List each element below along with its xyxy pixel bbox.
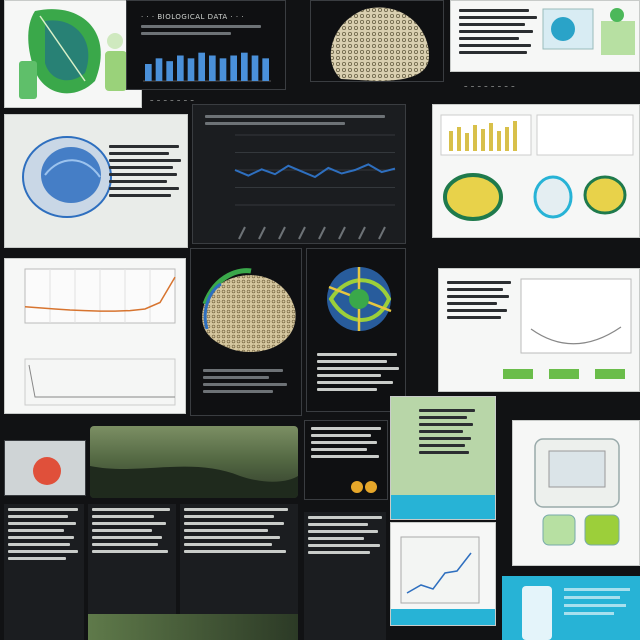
dashboard-title: · · · BIOLOGICAL DATA · · · — [141, 13, 245, 21]
tick-label — [319, 227, 325, 239]
bar — [188, 58, 195, 81]
curve-chart — [5, 259, 186, 414]
text-column-panel — [304, 420, 388, 500]
tick-label — [279, 227, 285, 239]
red-fruit — [5, 441, 86, 496]
bar — [252, 56, 259, 82]
graph-doc-panel — [438, 268, 640, 392]
bar — [220, 58, 227, 81]
fruit-panel — [432, 104, 640, 238]
landscape-photo — [90, 426, 298, 498]
row1-banner: – – – – – – – — [150, 96, 195, 104]
bar — [145, 64, 152, 81]
sphere-lines — [317, 353, 401, 391]
blue-cell-lines — [109, 145, 183, 197]
tick-label — [359, 227, 365, 239]
mesh-shape — [311, 1, 444, 82]
bottom-text-col-3 — [180, 504, 298, 614]
bar — [262, 58, 269, 81]
bottom-chart — [391, 523, 496, 626]
device-panel — [512, 420, 640, 566]
bar — [177, 56, 184, 82]
bottom-blue-panel — [502, 576, 640, 640]
mesh-green-panel — [190, 248, 302, 416]
landscape-shape — [90, 426, 298, 498]
bottom-text-col-1 — [4, 504, 84, 640]
bar-dashboard-panel — [126, 0, 286, 90]
bottom-leaf-photo — [88, 614, 298, 640]
table-doc-panel — [450, 0, 640, 72]
bottom-col-2-lines — [92, 508, 172, 553]
tick-label — [239, 227, 245, 239]
fruit-figures — [433, 105, 640, 238]
small-icons — [305, 421, 388, 500]
bar — [230, 56, 237, 82]
mesh-green-lines — [203, 369, 293, 393]
bar — [198, 53, 205, 81]
green-doc-strip — [391, 397, 496, 520]
graph-doc-figure — [439, 269, 640, 392]
blue-cell-panel — [4, 114, 188, 248]
bar — [241, 53, 248, 81]
bar — [156, 58, 163, 81]
series-line — [235, 164, 395, 177]
lower-plot — [25, 359, 175, 405]
row1-caption: – – – – – – – – — [464, 82, 516, 90]
honeycomb-mesh-panel — [310, 0, 444, 82]
sphere-panel — [306, 248, 406, 412]
leaf-illustration-panel — [4, 0, 142, 108]
orange-curve-panel — [4, 258, 186, 414]
bar — [209, 56, 216, 82]
tick-label — [259, 227, 265, 239]
bottom-text-col-4 — [304, 512, 386, 640]
leaf-illustration — [5, 1, 142, 108]
tick-label — [339, 227, 345, 239]
line-chart — [193, 105, 406, 244]
device-figure — [513, 421, 640, 566]
bottom-col-3-lines — [184, 508, 294, 553]
tick-label — [379, 227, 385, 239]
line-chart-panel — [192, 104, 406, 244]
bottom-col-1-lines — [8, 508, 80, 560]
mini-figures — [451, 1, 640, 72]
bottom-col-4-lines — [308, 516, 384, 554]
red-fruit-panel — [4, 440, 86, 496]
green-doc-panel — [390, 396, 496, 520]
tick-label — [299, 227, 305, 239]
bar — [166, 61, 173, 81]
bottom-chart-panel — [390, 522, 496, 626]
bottom-blue-figure — [502, 576, 640, 640]
bar-chart — [127, 1, 286, 90]
